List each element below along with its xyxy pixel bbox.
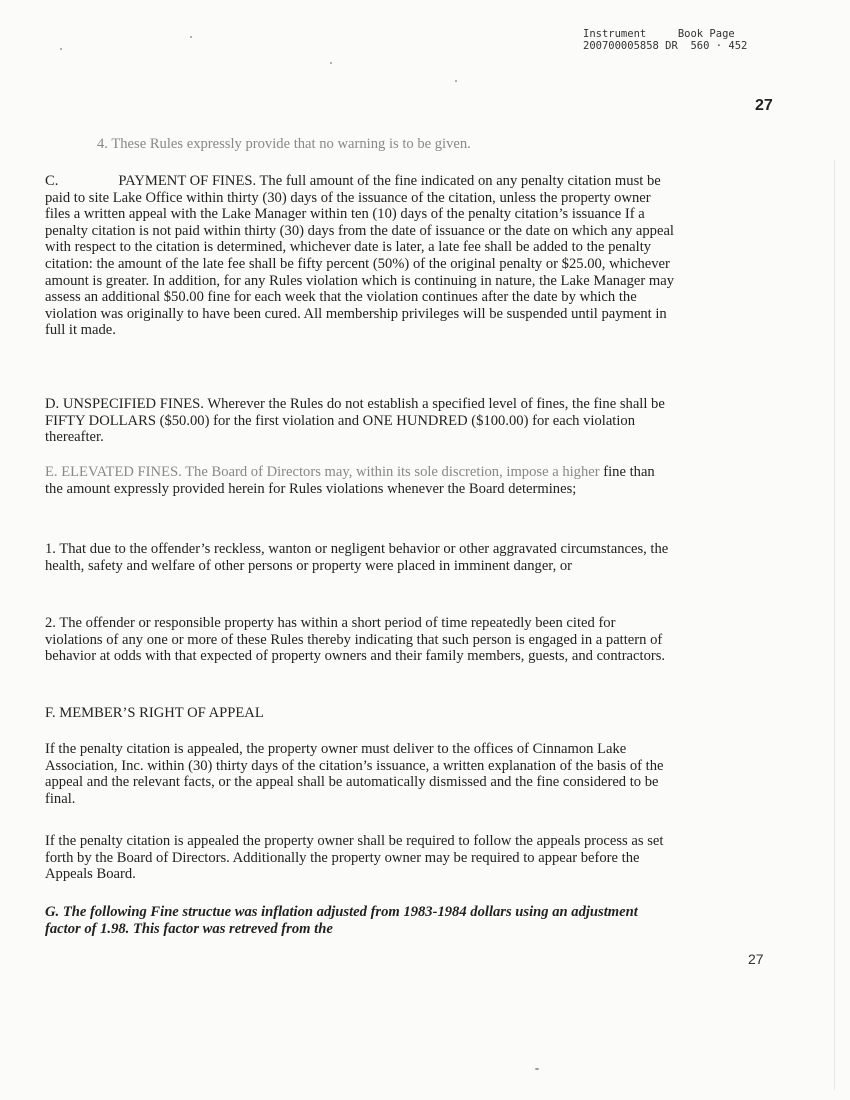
scan-speck	[190, 36, 192, 38]
scan-speck	[60, 48, 62, 50]
section-f-para-2: If the penalty citation is appealed the property owner shall be required to follow the appeals process as set forth by the Board of Directors. Additionally the property owner may be required to appear before the Appeals Board.	[45, 833, 664, 883]
scan-edge	[834, 160, 835, 1090]
item-4: 4. These Rules expressly provide that no warning is to be given.	[97, 136, 471, 152]
section-e-item-1: 1. That due to the offender’s reckless, wanton or negligent behavior or other aggravated circumstances, the health, safety and welfare of other persons or property were placed in imminent danger, or	[45, 541, 669, 574]
section-f-heading: F. MEMBER’S RIGHT OF APPEAL	[45, 705, 264, 721]
section-c-text: PAYMENT OF FINES. The full amount of the fine indicated on any penalty citation must be paid to site Lake Office within thirty (30) days of the issuance of the citation, unless the property owner files a written appeal with the Lake Manager within ten (10) days of the penalty citation’s issuance If a penalty citation is not paid within thirty (30) days from the date of issuance or the date on which any appeal with respect to the citation is determined, whichever date is later, a late fee shall be added to the penalty citation: the amount of the late fee shall be fifty percent (50%) of the original penalty or $25.00, whichever amount is greater. In addition, for any Rules violation which is continuing in nature, the Lake Manager may assess an additional $50.00 fine for each week that the violation continues after the date by which the violation was originally to have been cured. All membership privileges will be suspended until payment in full it made.	[45, 173, 674, 339]
section-f-para-1: If the penalty citation is appealed, the property owner must deliver to the offices of Cinnamon Lake Association, Inc. within (30) thirty days of the citation’s issuance, a written explanation of the basis of the appeal and the relevant facts, or the appeal shall be automatically dismissed and the fine considered to be final.	[45, 741, 664, 807]
section-g: G. The following Fine structue was inflation adjusted from 1983-1984 dollars using an adjustment factor of 1.98. This factor was retreved from the	[45, 904, 638, 937]
page-number-top: 27	[755, 97, 773, 114]
scan-speck	[330, 62, 332, 64]
scan-speck	[455, 80, 457, 82]
section-e-text: fine than the amount expressly provided herein for Rules violations whenever the Board determines;	[45, 464, 655, 497]
section-e	[45, 464, 675, 497]
stamp-line-1: Instrument Book Page	[583, 28, 735, 40]
section-c-label: C.	[45, 173, 59, 189]
stamp-line-2: 200700005858 DR 560 · 452	[583, 40, 748, 52]
section-e-heading: E. ELEVATED FINES. The Board of Directors may, within its sole discretion, impose a higher	[45, 464, 600, 480]
section-d: D. UNSPECIFIED FINES. Wherever the Rules do not establish a specified level of fines, the fine shall be FIFTY DOLLARS ($50.00) for the first violation and ONE HUNDRED ($100.00) for each violation thereafter.	[45, 396, 665, 446]
scan-speck	[535, 1068, 539, 1070]
section-c	[45, 173, 675, 339]
section-e-item-2: 2. The offender or responsible property has within a short period of time repeatedly been cited for violations of any one or more of these Rules thereby indicating that such person is engaged in a pattern of behavior at odds with that expected of property owners and their family members, guests, and contractors.	[45, 615, 666, 665]
recording-stamp	[583, 28, 747, 52]
page-number-bottom: 27	[748, 951, 764, 967]
